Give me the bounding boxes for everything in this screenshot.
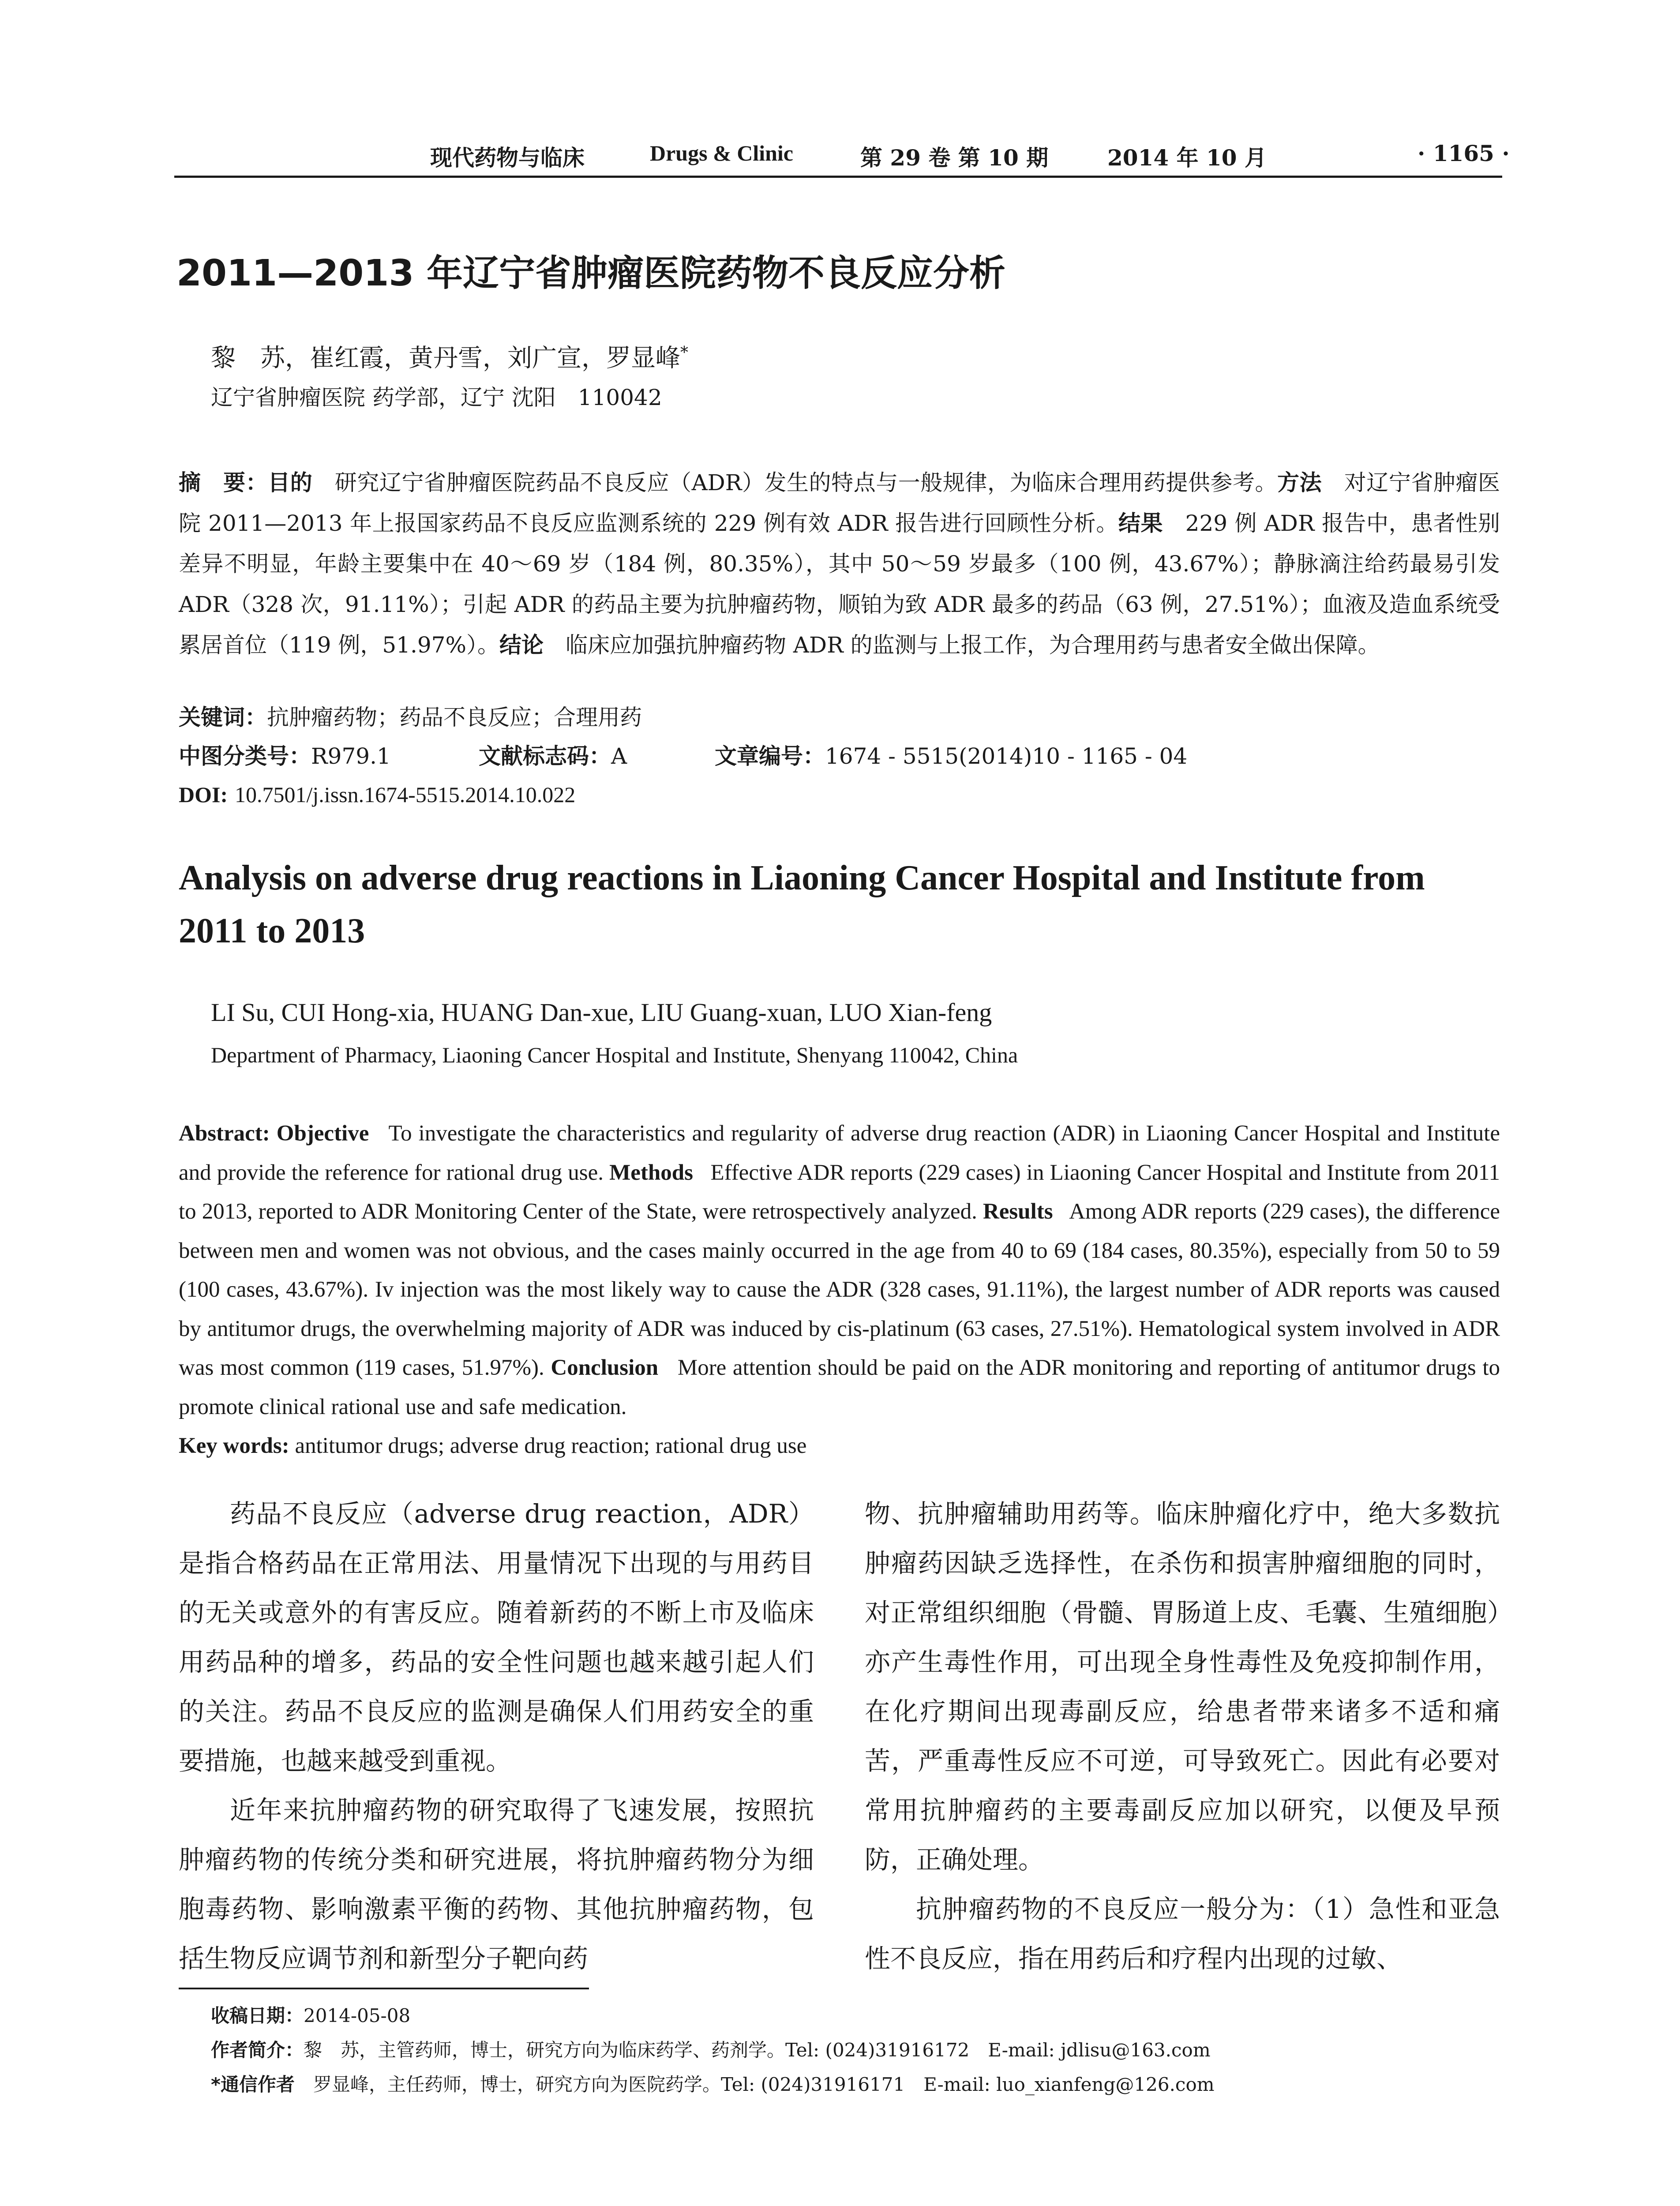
keywords-en-label: Key words: <box>179 1433 289 1458</box>
conclusion-en: More attention should be paid on the ADR monitoring and reporting of antitumor drugs to promote clinical rational use and safe medication. <box>179 1355 1500 1419</box>
article-number-value: 1674 - 5515(2014)10 - 1165 - 04 <box>825 743 1188 769</box>
objective-en-label: Objective <box>276 1121 369 1146</box>
author-bio-label: 作者简介： <box>211 2039 304 2061</box>
received-label: 收稿日期： <box>211 2005 304 2026</box>
body-paragraph: 抗肿瘤药物的不良反应一般分为：（1）急性和亚急性不良反应，指在用药后和疗程内出现的过敏、 <box>865 1894 1500 1973</box>
title-cn: 2011—2013 年辽宁省肿瘤医院药物不良反应分析 <box>176 252 1005 294</box>
conclusion-en-label: Conclusion <box>551 1355 659 1380</box>
methods-cn: 对辽宁省肿瘤医院 2011—2013 年上报国家药品不良反应监测系统的 229 例有效 ADR 报告进行回顾性分析。 <box>179 470 1500 536</box>
results-cn: 229 例 ADR 报告中，患者性别差异不明显，年龄主要集中在 40～69 岁（184 例，80.35%），其中 50～59 岁最多（100 例，43.67%）；静脉滴注给药最易引发 ADR（328 次，91.11%）；引起 ADR 的药品主要为抗肿瘤药物，顺铂为致 ADR 最多的药品（63 例，27.51%）；血液及造血系统受累居首位（119 例，51.97%）。 <box>179 510 1500 658</box>
body-column-right <box>865 1489 1500 1983</box>
keywords-cn <box>179 697 1500 738</box>
corresponding-label: *通信作者 <box>211 2074 295 2095</box>
doi-label: DOI: <box>179 782 228 807</box>
article-number-label: 文章编号： <box>715 743 825 769</box>
corresponding-value: 罗显峰，主任药师，博士，研究方向为医院药学。Tel: (024)31916171 E-mail: luo_xianfeng@126.com <box>313 2074 1215 2095</box>
journal-name-en: Drugs & Clinic <box>650 141 793 165</box>
conclusion-cn-label: 结论 <box>499 632 544 658</box>
results-en: Among ADR reports (229 cases), the difference between men and women was not obvious, and the cases mainly occurred in the age from 40 to 69 (184 cases, 80.35%), especially from 50 to 59 (100 cases, 43.67%). Iv injection was the most likely way to cause the ADR (328 cases, 91.11%), the largest number of ADR reports was caused by antitumor drugs, the overwhelming majority of ADR was induced by cis-platinum (63 cases, 27.51%). Hematological system involved in ADR was most common (119 cases, 51.97%). <box>179 1199 1500 1380</box>
methods-cn-label: 方法 <box>1277 470 1322 495</box>
journal-name-cn: 现代药物与临床 <box>430 145 585 171</box>
objective-cn: 研究辽宁省肿瘤医院药品不良反应（ADR）发生的特点与一般规律，为临床合理用药提供参考。 <box>334 470 1278 495</box>
authors-cn-names: 黎 苏，崔红霞，黄丹雪，刘广宣，罗显峰 <box>211 344 680 373</box>
results-cn-label: 结果 <box>1118 510 1163 536</box>
methods-en-label: Methods <box>609 1160 693 1185</box>
methods-en: Effective ADR reports (229 cases) in Liaoning Cancer Hospital and Institute from 2011 to 2013, reported to ADR Monitoring Center of the State, were retrospectively analyzed. <box>179 1160 1500 1224</box>
header-rule <box>174 176 1502 178</box>
received-value: 2014-05-08 <box>304 2005 411 2026</box>
page-number: · 1165 · <box>1418 140 1510 166</box>
objective-en: To investigate the characteristics and regularity of adverse drug reaction (ADR) in Liaoning Cancer Hospital and Institute and provide the reference for rational drug use. <box>179 1121 1500 1185</box>
footnote-corresponding <box>211 2067 1512 2102</box>
authors-en: LI Su, CUI Hong-xia, HUANG Dan-xue, LIU Guang-xuan, LUO Xian-feng <box>211 998 992 1027</box>
results-en-label: Results <box>982 1199 1053 1224</box>
footnote-rule <box>179 1988 589 1989</box>
doc-code <box>479 736 627 777</box>
affiliation-en: Department of Pharmacy, Liaoning Cancer Hospital and Institute, Shenyang 110042, China <box>211 1043 1018 1067</box>
conclusion-cn: 临床应加强抗肿瘤药物 ADR 的监测与上报工作，为合理用药与患者安全做出保障。 <box>565 632 1380 658</box>
clc-value: R979.1 <box>311 743 391 769</box>
doi-line <box>179 775 575 814</box>
footnotes <box>211 1999 1512 2102</box>
corresponding-mark: * <box>680 344 688 362</box>
keywords-cn-label: 关键词： <box>179 705 267 730</box>
abstract-en-label: Abstract: <box>179 1121 270 1146</box>
doc-code-label: 文献标志码： <box>479 743 611 769</box>
keywords-cn-value: 抗肿瘤药物；药品不良反应；合理用药 <box>267 705 642 730</box>
body-paragraph: 物、抗肿瘤辅助用药等。临床肿瘤化疗中，绝大多数抗肿瘤药因缺乏选择性，在杀伤和损害肿瘤细胞的同时，对正常组织细胞（骨髓、胃肠道上皮、毛囊、生殖细胞）亦产生毒性作用，可出现全身性毒性及免疫抑制作用，在化疗期间出现毒副反应，给患者带来诸多不适和痛苦，严重毒性反应不可逆，可导致死亡。因此有必要对常用抗肿瘤药的主要毒副反应加以研究，以便及早预防，正确处理。 <box>865 1499 1500 1875</box>
body-column-left <box>179 1489 814 1983</box>
doc-code-value: A <box>611 743 627 769</box>
affiliation-cn: 辽宁省肿瘤医院 药学部，辽宁 沈阳 110042 <box>211 385 662 410</box>
doi-value: 10.7501/j.issn.1674-5515.2014.10.022 <box>235 782 576 807</box>
authors-cn <box>211 335 688 376</box>
abstract-cn-label: 摘 要： <box>179 470 268 495</box>
abstract-en <box>179 1114 1500 1466</box>
volume-issue: 第 29 卷 第 10 期 <box>860 145 1049 171</box>
footnote-author <box>211 2033 1512 2067</box>
keywords-en-value: antitumor drugs; adverse drug reaction; rational drug use <box>295 1433 807 1458</box>
clc-code <box>179 736 391 777</box>
clc-label: 中图分类号： <box>179 743 311 769</box>
issue-date: 2014 年 10 月 <box>1107 145 1267 171</box>
title-en: Analysis on adverse drug reactions in Liaoning Cancer Hospital and Institute from 2011 to 2013 <box>179 859 1425 950</box>
objective-cn-label: 目的 <box>268 470 313 495</box>
footnote-received <box>211 1999 1512 2033</box>
running-header <box>174 140 1510 176</box>
body-paragraph: 药品不良反应（adverse drug reaction，ADR）是指合格药品在正常用法、用量情况下出现的与用药目的无关或意外的有害反应。随着新药的不断上市及临床用药品种的增多，药品的安全性问题也越来越引起人们的关注。药品不良反应的监测是确保人们用药安全的重要措施，也越来越受到重视。 <box>179 1499 814 1776</box>
author-bio-value: 黎 苏，主管药师，博士，研究方向为临床药学、药剂学。Tel: (024)31916172 E-mail: jdlisu@163.com <box>304 2039 1211 2061</box>
classification-line <box>179 736 1500 776</box>
abstract-cn <box>179 462 1500 665</box>
article-number <box>715 736 1188 777</box>
body-paragraph: 近年来抗肿瘤药物的研究取得了飞速发展，按照抗肿瘤药物的传统分类和研究进展，将抗肿瘤药物分为细胞毒药物、影响激素平衡的药物、其他抗肿瘤药物，包括生物反应调节剂和新型分子靶向药 <box>179 1795 814 1973</box>
